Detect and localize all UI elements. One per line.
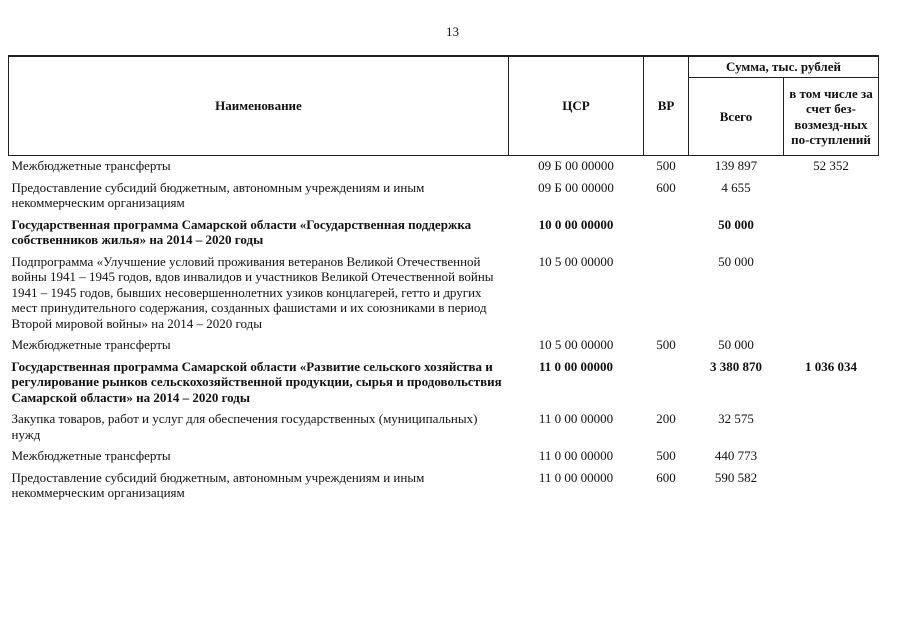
cell-including-free (784, 409, 879, 446)
cell-name: Межбюджетные трансферты (11, 158, 171, 173)
header-name: Наименование (9, 56, 509, 156)
cell-csr: 09 Б 00 00000 (538, 158, 614, 173)
cell-name: Государственная программа Самарской области «Развитие сельского хозяйства и регулирование рынков сельскохозяйственной продукции, сырья и продовольствия Самарской области» на 2014 – 2020 годы (11, 358, 502, 405)
cell-csr: 10 5 00 00000 (538, 337, 614, 352)
cell-vr: 500 (656, 158, 676, 173)
table-row (9, 468, 879, 505)
cell-including-free (784, 335, 879, 357)
cell-name: Межбюджетные трансферты (11, 448, 171, 463)
header-total: Всего (689, 78, 784, 156)
cell-including-free (784, 252, 879, 336)
cell-total: 440 773 (714, 448, 758, 463)
cell-including-free: 1 036 034 (805, 358, 857, 374)
cell-total: 4 655 (721, 179, 751, 195)
cell-name: Закупка товаров, работ и услуг для обеспечения государственных (муниципальных) нужд (11, 411, 478, 442)
cell-csr: 11 0 00 00000 (538, 469, 614, 485)
table-row (9, 252, 879, 336)
cell-total: 139 897 (714, 158, 758, 173)
header-csr: ЦСР (509, 56, 644, 156)
cell-csr: 10 0 00 00000 (538, 216, 614, 232)
cell-vr: 600 (656, 469, 676, 485)
cell-csr: 10 5 00 00000 (538, 253, 614, 269)
table-row (9, 156, 879, 178)
table-row (9, 357, 879, 410)
header-amount-group: Сумма, тыс. рублей (689, 56, 879, 78)
page-number: 13 (446, 24, 459, 39)
cell-csr: 11 0 00 00000 (538, 448, 614, 463)
table-row (9, 446, 879, 468)
cell-name: Государственная программа Самарской области «Государственная поддержка собственников жилья» на 2014 – 2020 годы (11, 216, 472, 247)
table-row (9, 335, 879, 357)
cell-name: Межбюджетные трансферты (11, 337, 171, 352)
cell-vr: 500 (656, 337, 676, 352)
header-vr: ВР (644, 56, 689, 156)
cell-total: 590 582 (714, 469, 758, 485)
cell-vr (644, 252, 689, 336)
cell-total: 32 575 (718, 411, 754, 426)
table-row (9, 178, 879, 215)
cell-name: Предоставление субсидий бюджетным, автономным учреждениям и иным некоммерческим организациям (11, 469, 425, 500)
cell-vr (644, 357, 689, 410)
cell-total: 3 380 870 (710, 358, 762, 374)
cell-vr (644, 215, 689, 252)
cell-vr: 500 (656, 448, 676, 463)
cell-total: 50 000 (718, 253, 754, 269)
cell-including-free (784, 215, 879, 252)
cell-including-free (784, 178, 879, 215)
cell-total: 50 000 (718, 216, 754, 232)
cell-vr: 600 (656, 179, 676, 195)
cell-name: Предоставление субсидий бюджетным, автономным учреждениям и иным некоммерческим организациям (11, 179, 425, 210)
table-row (9, 215, 879, 252)
table-header (9, 56, 879, 156)
table-body (9, 156, 879, 505)
cell-including-free (784, 468, 879, 505)
budget-table (8, 55, 879, 505)
cell-csr: 09 Б 00 00000 (538, 179, 614, 195)
cell-total: 50 000 (718, 337, 754, 352)
cell-vr: 200 (656, 411, 676, 426)
cell-name: Подпрограмма «Улучшение условий проживания ветеранов Великой Отечественной войны 1941 – 1945 годов, вдов инвалидов и участников Великой Отечественной войны 1941 – 1945 годов, бывших несовершеннолетних узиков концлагерей, гетто и других мест принудительного содержания, созданных фашистами и их союзниками в период Второй мировой войны» на 2014 – 2020 годы (11, 253, 494, 331)
cell-csr: 11 0 00 00000 (538, 411, 614, 426)
cell-including-free: 52 352 (813, 158, 849, 173)
header-including-free: в том числе за счет без-возмезд-ных по-ступлений (784, 78, 879, 156)
table-row (9, 409, 879, 446)
cell-csr: 11 0 00 00000 (538, 358, 614, 374)
cell-including-free (784, 446, 879, 468)
